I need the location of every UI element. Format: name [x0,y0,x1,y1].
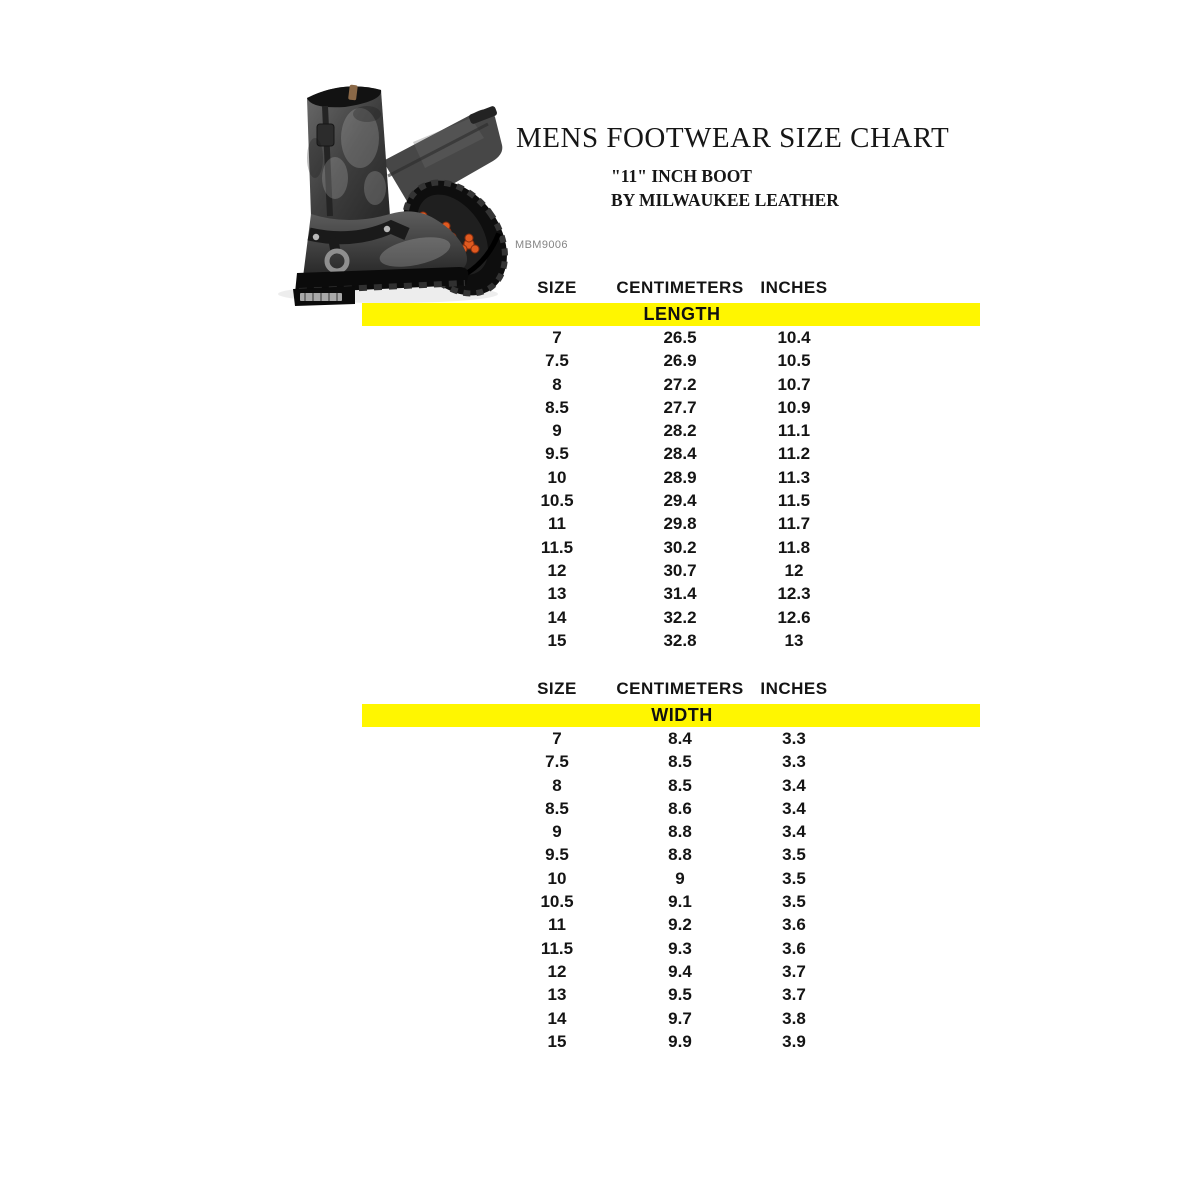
table-row [362,396,980,419]
model-code: MBM9006 [515,239,568,251]
table-cell: 15 [547,630,567,650]
table-row [362,727,980,750]
table-cell: 9.9 [668,1031,692,1051]
table-cell: 8.5 [545,798,569,818]
table-cell: 11.5 [540,938,574,958]
table-cell: 8.5 [545,397,569,417]
table-cell: 9.5 [545,444,569,464]
table-cell: 3.3 [782,752,806,772]
table-cell: 10.9 [777,397,811,417]
table-cell: 10.7 [777,374,811,394]
table-cell: 11.8 [777,537,811,557]
table-cell: 15 [547,1031,567,1051]
table-cell: 7.5 [545,351,569,371]
width-table [362,678,980,1053]
table-row [362,843,980,866]
table-row [362,326,980,349]
table-row [362,349,980,372]
length-table-header-row [362,277,980,303]
table-cell: 29.4 [663,491,697,511]
table-cell: 12.6 [777,607,811,627]
table-cell: 3.5 [782,892,806,912]
table-row [362,774,980,797]
column-header-size: SIZE [537,679,577,698]
length-section-band [362,303,980,326]
table-cell: 28.4 [663,444,697,464]
table-cell: 10.5 [540,491,574,511]
table-cell: 3.7 [782,985,806,1005]
table-cell: 3.4 [782,822,806,842]
width-band-label: WIDTH [651,705,713,725]
table-cell: 3.4 [782,798,806,818]
table-row [362,373,980,396]
length-band-label: LENGTH [643,304,721,324]
table-row [362,582,980,605]
table-cell: 3.9 [782,1031,806,1051]
table-row [362,606,980,629]
table-cell: 7 [552,729,562,748]
table-cell: 3.5 [782,845,806,865]
table-cell: 8 [552,775,562,795]
table-row [362,489,980,512]
table-cell: 3.5 [782,868,806,888]
page-title: MENS FOOTWEAR SIZE CHART [516,122,950,154]
table-cell: 3.7 [782,961,806,981]
table-cell: 32.2 [663,607,697,627]
table-row [362,1030,980,1053]
table-cell: 10.5 [777,351,811,371]
table-cell: 11.5 [540,537,574,557]
table-row [362,867,980,890]
table-cell: 11 [548,915,566,935]
table-cell: 8.5 [668,752,692,772]
table-cell: 30.2 [663,537,697,557]
table-cell: 9.2 [668,915,692,935]
width-table-rows [362,727,980,1053]
table-cell: 7 [552,328,562,347]
table-cell: 11.3 [777,467,811,487]
table-cell: 9.5 [545,845,569,865]
table-row [362,559,980,582]
table-row [362,820,980,843]
table-cell: 28.9 [663,467,697,487]
width-table-header-row [362,678,980,704]
table-cell: 9.4 [668,961,692,981]
table-cell: 28.2 [663,421,697,441]
table-cell: 12 [547,961,567,981]
table-cell: 30.7 [663,560,697,580]
table-cell: 14 [547,607,567,627]
table-cell: 8.6 [668,798,692,818]
table-cell: 9.3 [668,938,692,958]
table-row [362,913,980,936]
table-cell: 13 [547,584,567,604]
table-row [362,466,980,489]
table-cell: 26.9 [663,351,697,371]
table-cell: 27.2 [663,374,697,394]
column-header-inches: INCHES [760,679,828,698]
table-row [362,890,980,913]
subtitle-brand: BY MILWAUKEE LEATHER [611,190,839,210]
table-cell: 10 [547,467,567,487]
width-section-band [362,704,980,727]
table-row [362,750,980,773]
boot-product-photo [263,66,521,306]
column-header-centimeters: CENTIMETERS [616,278,744,297]
table-cell: 31.4 [663,584,697,604]
table-row [362,983,980,1006]
table-cell: 8 [552,374,562,394]
table-cell: 11.1 [777,421,811,441]
column-header-size: SIZE [537,278,577,297]
table-cell: 26.5 [663,328,697,347]
table-row [362,937,980,960]
table-cell: 9.1 [668,892,692,912]
subtitle-boot-height: "11" INCH BOOT [611,166,752,186]
table-row [362,419,980,442]
table-cell: 8.4 [668,729,692,748]
table-cell: 10 [547,868,567,888]
table-row [362,1007,980,1030]
table-cell: 3.4 [782,775,806,795]
column-header-centimeters: CENTIMETERS [616,679,744,698]
table-cell: 12 [784,560,804,580]
table-cell: 8.8 [668,822,692,842]
table-cell: 9 [552,822,562,842]
table-row [362,629,980,652]
table-cell: 9.5 [668,985,692,1005]
table-cell: 27.7 [663,397,697,417]
table-cell: 8.5 [668,775,692,795]
table-cell: 10.5 [540,892,574,912]
table-cell: 3.6 [782,938,806,958]
table-cell: 7.5 [545,752,569,772]
table-cell: 9 [675,868,685,888]
table-cell: 3.6 [782,915,806,935]
table-cell: 11.2 [777,444,811,464]
table-cell: 10.4 [777,328,811,347]
length-table-rows [362,326,980,652]
table-cell: 13 [547,985,567,1005]
table-cell: 11 [548,514,566,534]
table-cell: 9 [552,421,562,441]
column-header-inches: INCHES [760,278,828,297]
table-cell: 3.3 [782,729,806,748]
table-row [362,512,980,535]
table-cell: 11.5 [777,491,811,511]
table-cell: 14 [547,1008,567,1028]
table-row [362,536,980,559]
table-row [362,797,980,820]
table-cell: 8.8 [668,845,692,865]
table-cell: 11.7 [777,514,811,534]
table-row [362,442,980,465]
table-cell: 12 [547,560,567,580]
table-cell: 9.7 [668,1008,692,1028]
table-cell: 32.8 [663,630,697,650]
length-table [362,277,980,652]
table-cell: 3.8 [782,1008,806,1028]
table-cell: 13 [784,630,804,650]
table-cell: 12.3 [777,584,811,604]
table-row [362,960,980,983]
table-cell: 29.8 [663,514,697,534]
